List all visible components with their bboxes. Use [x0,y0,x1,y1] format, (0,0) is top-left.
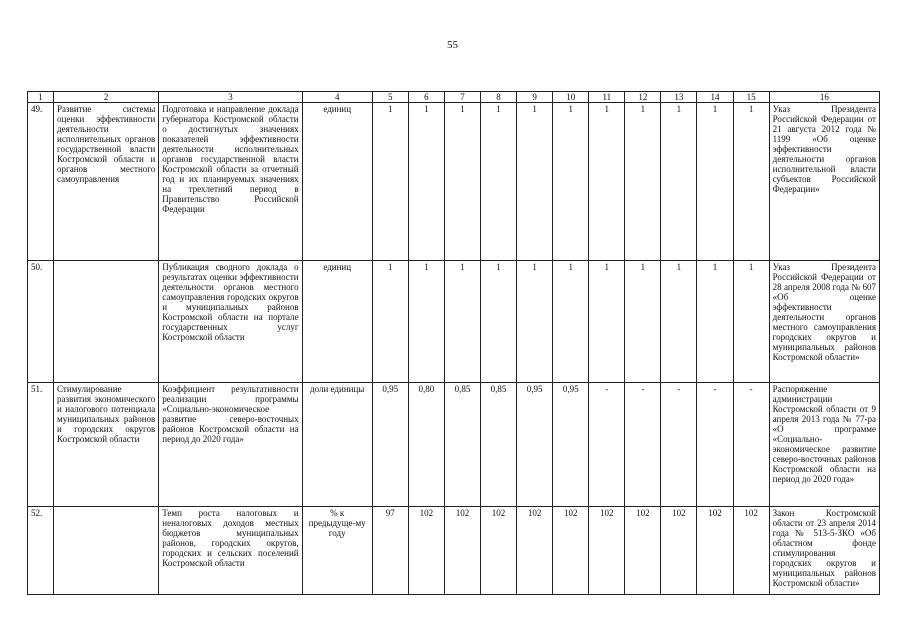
value-cell: 0,95 [517,383,553,507]
column-number-row [28,92,880,103]
measure-cell: Коэффициент результативности реализации программы «Социально-экономическое развитие северо-восточных районов Костромской области на период до 2020 года» [159,383,302,507]
value-cell: 1 [444,103,480,261]
value-cell: - [697,383,733,507]
column-number: 2 [54,92,159,103]
column-number: 15 [733,92,769,103]
value-cell: 0,85 [444,383,480,507]
value-cell: 0,95 [372,383,408,507]
legal-basis-cell: Распоряжение администрации Костромской области от 9 апреля 2013 года № 77-ра «О программе «Социально-экономическое развитие северо-восточных районов Костромской области на период до 2020 года» [769,383,879,507]
value-cell: 1 [553,261,589,383]
value-cell: 1 [372,261,408,383]
value-cell: 0,95 [553,383,589,507]
goal-cell: Стимулирование развития экономического и налогового потенциала муниципальных районов и городских округов Костромской области [54,383,159,507]
column-number: 11 [589,92,625,103]
value-cell: 102 [408,507,444,595]
value-cell: 1 [517,103,553,261]
unit-cell: доли единицы [302,383,372,507]
value-cell: 97 [372,507,408,595]
goal-cell [54,261,159,383]
table-row [28,507,880,595]
page-number: 55 [447,39,458,51]
value-cell: - [589,383,625,507]
value-cell: 1 [733,261,769,383]
indicators-table [27,91,880,595]
value-cell: 1 [408,103,444,261]
value-cell: 1 [733,103,769,261]
value-cell: 102 [661,507,697,595]
value-cell: - [661,383,697,507]
value-cell: 1 [697,261,733,383]
row-number: 51. [28,383,54,507]
legal-basis-cell: Указ Президента Российской Федерации от 28 апреля 2008 года № 607 «Об оценке эффективности деятельности органов местного самоуправления городских округов и муниципальных районов Костромской области» [769,261,879,383]
goal-cell [54,507,159,595]
value-cell: 0,80 [408,383,444,507]
value-cell: 1 [625,261,661,383]
column-number: 9 [517,92,553,103]
value-cell: 1 [481,103,517,261]
value-cell: 1 [408,261,444,383]
column-number: 4 [302,92,372,103]
value-cell: 1 [589,103,625,261]
table-row [28,103,880,261]
value-cell: 1 [697,103,733,261]
column-number: 12 [625,92,661,103]
value-cell: 102 [697,507,733,595]
column-number: 1 [28,92,54,103]
measure-cell: Публикация сводного доклада о результатах оценки эффективности деятельности органов местного самоуправления городских округов и муниципальных районов Костромской области на портале государственных услуг Костромской области [159,261,302,383]
value-cell: 1 [661,261,697,383]
column-number: 10 [553,92,589,103]
value-cell: 102 [444,507,480,595]
column-number: 16 [769,92,879,103]
value-cell: 1 [444,261,480,383]
unit-cell: единиц [302,261,372,383]
value-cell: 1 [481,261,517,383]
column-number: 14 [697,92,733,103]
unit-cell: единиц [302,103,372,261]
row-number: 52. [28,507,54,595]
value-cell: 1 [553,103,589,261]
value-cell: 1 [589,261,625,383]
goal-cell: Развитие системы оценки эффективности деятельности исполнительных органов государственной власти Костромской области и органов местного самоуправления [54,103,159,261]
value-cell: 102 [553,507,589,595]
value-cell: - [733,383,769,507]
row-number: 49. [28,103,54,261]
column-number: 7 [444,92,480,103]
measure-cell: Подготовка и направление доклада губернатора Костромской области о достигнутых значениях показателей эффективности деятельности исполнительных органов государственной власти Костромской области за отчетный год и их планируемых значениях на трехлетний период в Правительство Российской Федерации [159,103,302,261]
unit-cell: % к предыдуще-му году [302,507,372,595]
value-cell: 0,85 [481,383,517,507]
value-cell: 102 [517,507,553,595]
column-number: 3 [159,92,302,103]
row-number: 50. [28,261,54,383]
table-row [28,383,880,507]
value-cell: - [625,383,661,507]
value-cell: 1 [517,261,553,383]
legal-basis-cell: Закон Костромской области от 23 апреля 2014 года № 513-5-ЗКО «Об областном фонде стимулирования городских округов и муниципальных районов Костромской области» [769,507,879,595]
table-row [28,261,880,383]
column-number: 5 [372,92,408,103]
value-cell: 1 [625,103,661,261]
value-cell: 102 [733,507,769,595]
value-cell: 102 [589,507,625,595]
column-number: 8 [481,92,517,103]
column-number: 6 [408,92,444,103]
legal-basis-cell: Указ Президента Российской Федерации от 21 августа 2012 года № 1199 «Об оценке эффективности деятельности органов исполнительной власти субъектов Российской Федерации» [769,103,879,261]
value-cell: 102 [625,507,661,595]
value-cell: 1 [661,103,697,261]
measure-cell: Темп роста налоговых и неналоговых доходов местных бюджетов муниципальных районов, городских округов, городских и сельских поселений Костромской области [159,507,302,595]
value-cell: 102 [481,507,517,595]
column-number: 13 [661,92,697,103]
value-cell: 1 [372,103,408,261]
